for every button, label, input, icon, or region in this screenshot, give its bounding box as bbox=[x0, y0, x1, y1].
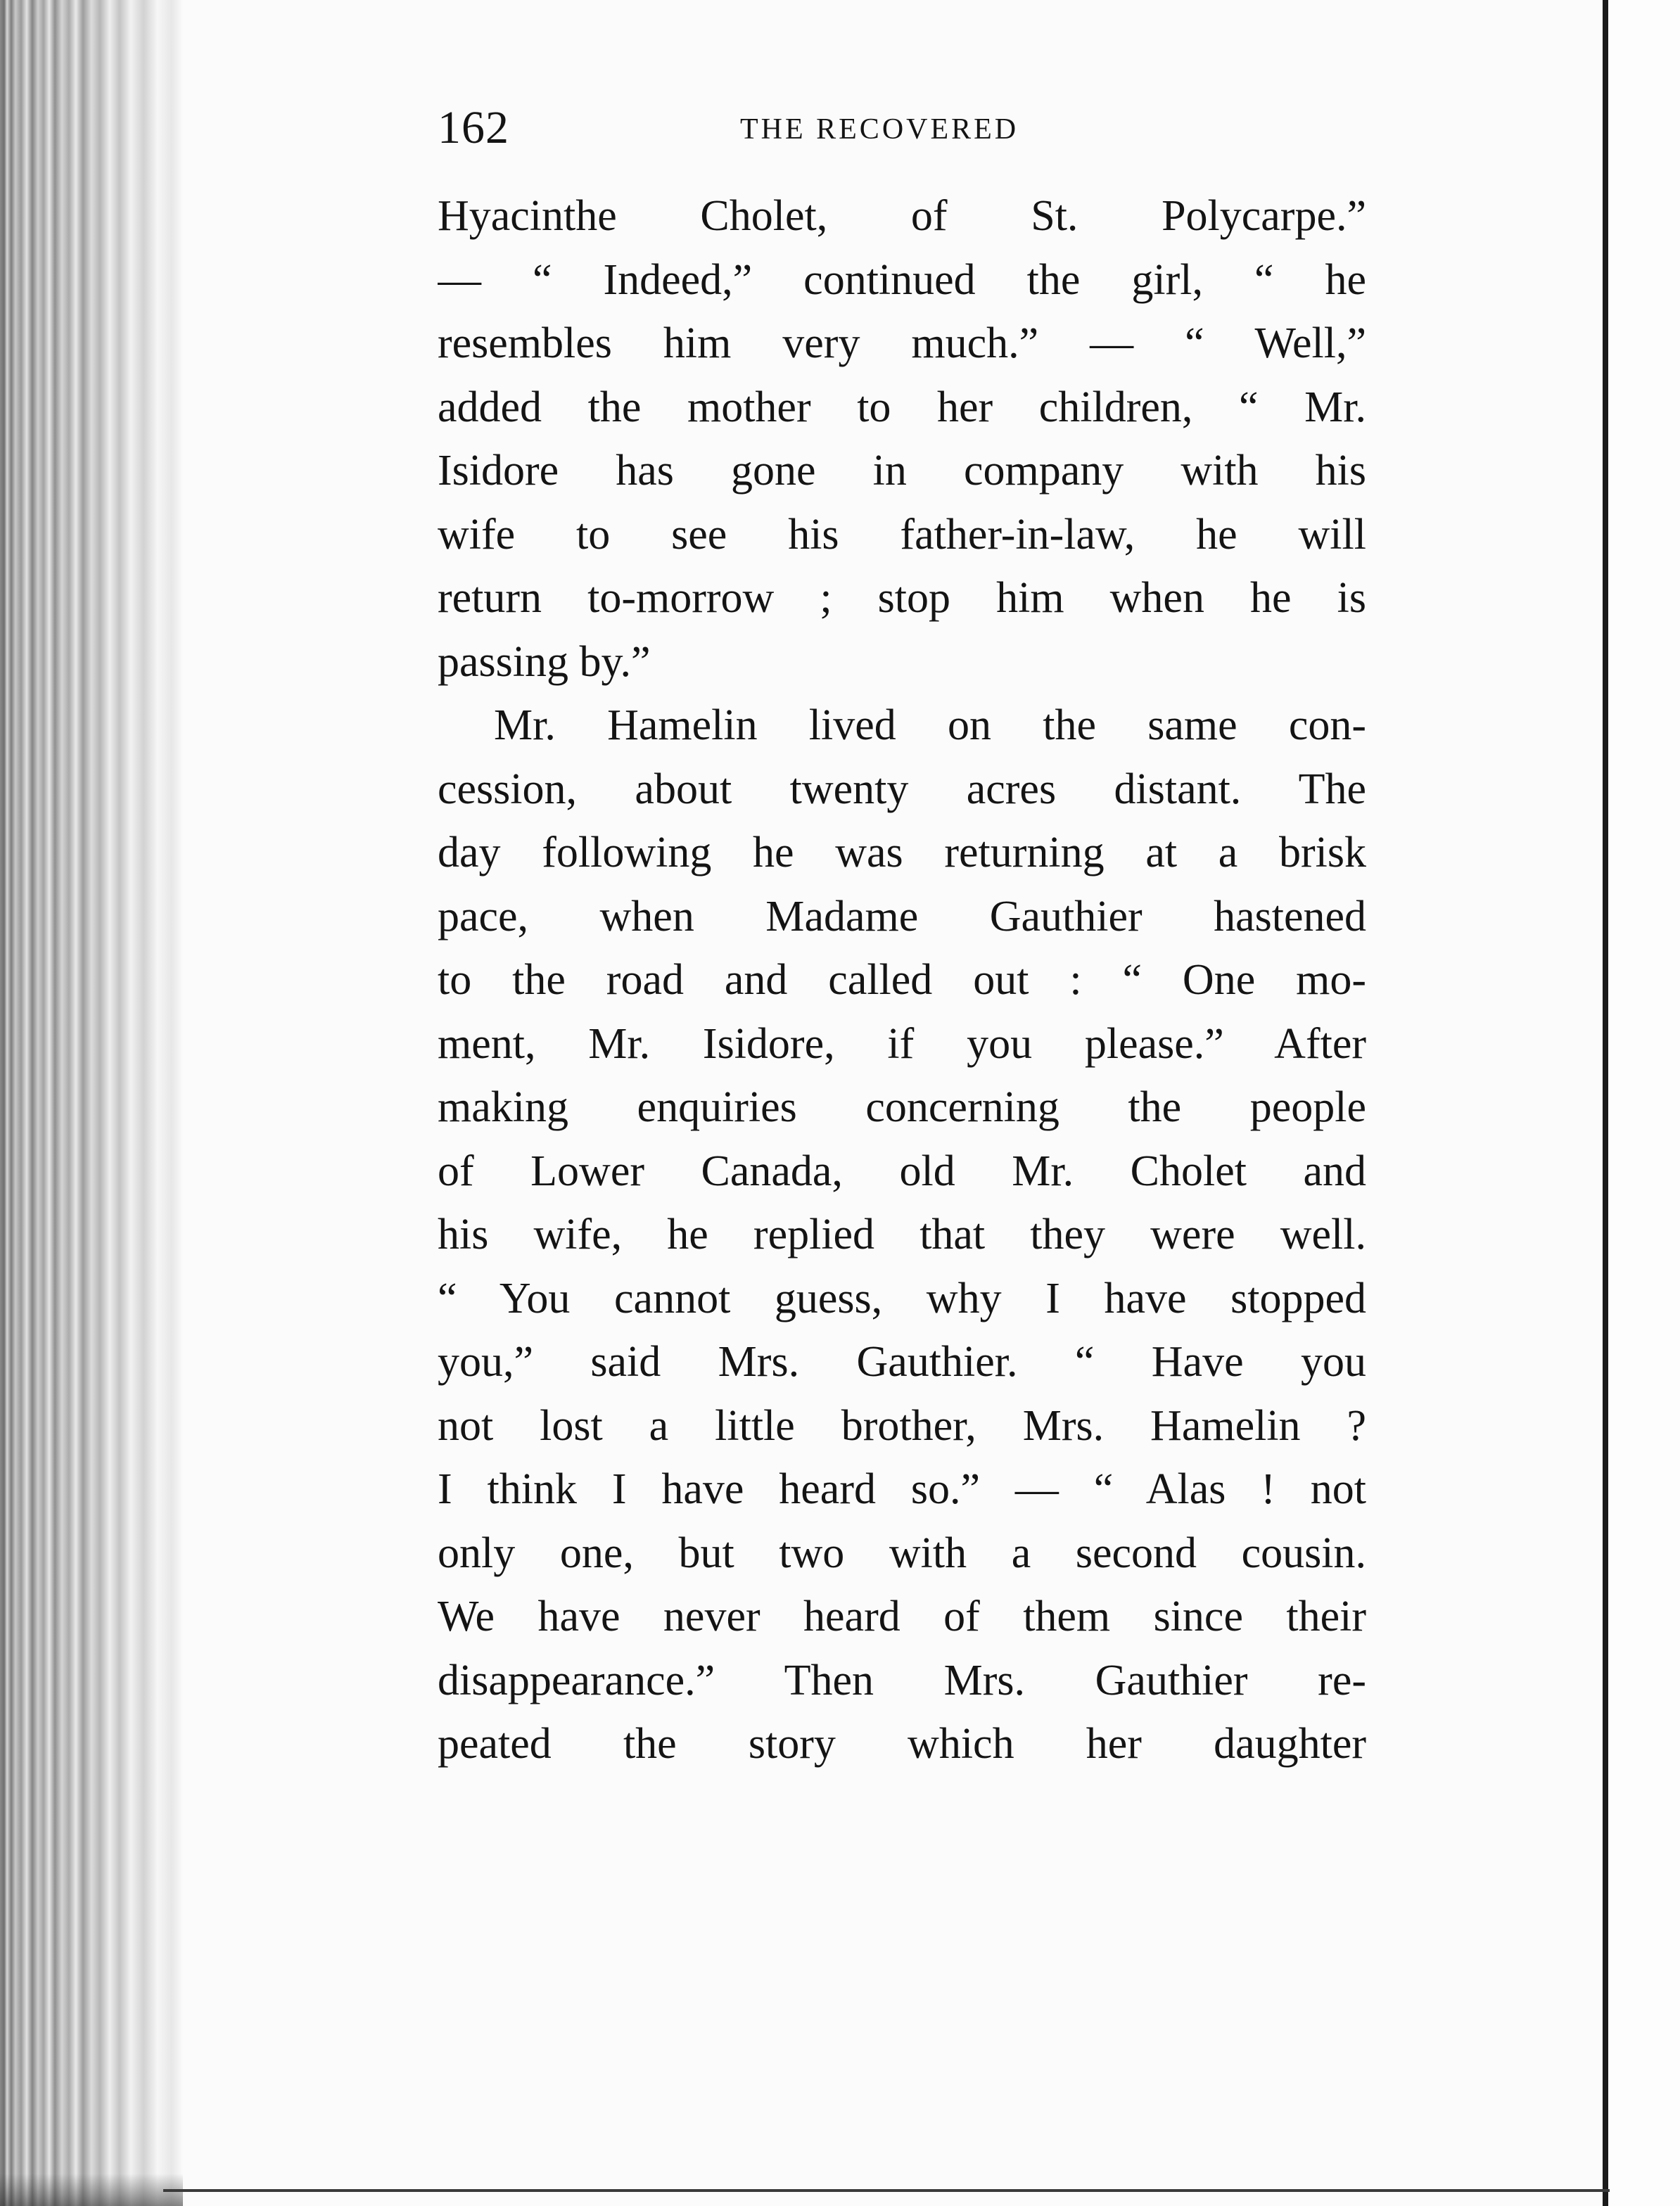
body-text bbox=[438, 184, 1366, 1776]
text-line: I think I have heard so.” — “ Alas ! not bbox=[438, 1465, 1366, 1513]
text-line: pace, when Madame Gauthier hastened bbox=[438, 892, 1366, 941]
text-line: making enquiries concerning the people bbox=[438, 1083, 1366, 1131]
text-line: cession, about twenty acres distant. The bbox=[438, 765, 1366, 813]
text-line: only one, but two with a second cousin. bbox=[438, 1529, 1366, 1577]
text-line: “ You cannot guess, why I have stopped bbox=[438, 1274, 1366, 1322]
text-line: disappearance.” Then Mrs. Gauthier re- bbox=[438, 1656, 1366, 1704]
text-line: to the road and called out : “ One mo- bbox=[438, 956, 1366, 1004]
running-head bbox=[438, 100, 1366, 156]
text-line: We have never heard of them since their bbox=[438, 1593, 1366, 1640]
page-bottom-edge bbox=[163, 2189, 1610, 2192]
text-line: Mr. Hamelin lived on the same con- bbox=[494, 701, 1366, 749]
page-number: 162 bbox=[438, 102, 509, 153]
text-line: wife to see his father-in-law, he will bbox=[438, 510, 1366, 559]
text-line: Hyacinthe Cholet, of St. Polycarpe.” bbox=[438, 192, 1366, 240]
text-line: you,” said Mrs. Gauthier. “ Have you bbox=[438, 1338, 1366, 1386]
text-line: day following he was returning at a brisk bbox=[438, 829, 1366, 876]
text-line: added the mother to her children, “ Mr. bbox=[438, 383, 1366, 431]
gutter-shadow bbox=[0, 2174, 183, 2206]
text-line: of Lower Canada, old Mr. Cholet and bbox=[438, 1147, 1366, 1195]
running-title: THE RECOVERED bbox=[740, 113, 1019, 146]
page-right-edge bbox=[1603, 0, 1608, 2206]
text-line: passing by.” bbox=[438, 637, 651, 686]
text-line: return to-morrow ; stop him when he is bbox=[438, 574, 1366, 622]
text-line: peated the story which her daughter bbox=[438, 1720, 1366, 1768]
text-line: ment, Mr. Isidore, if you please.” After bbox=[438, 1019, 1366, 1068]
text-line: not lost a little brother, Mrs. Hamelin ? bbox=[438, 1401, 1366, 1450]
page-gutter bbox=[0, 0, 183, 2206]
text-line: resembles him very much.” — “ Well,” bbox=[438, 319, 1366, 367]
text-line: — “ Indeed,” continued the girl, “ he bbox=[438, 255, 1366, 304]
margin-beyond-page bbox=[1608, 0, 1680, 2206]
text-line: Isidore has gone in company with his bbox=[438, 447, 1366, 495]
text-line: his wife, he replied that they were well. bbox=[438, 1211, 1366, 1258]
